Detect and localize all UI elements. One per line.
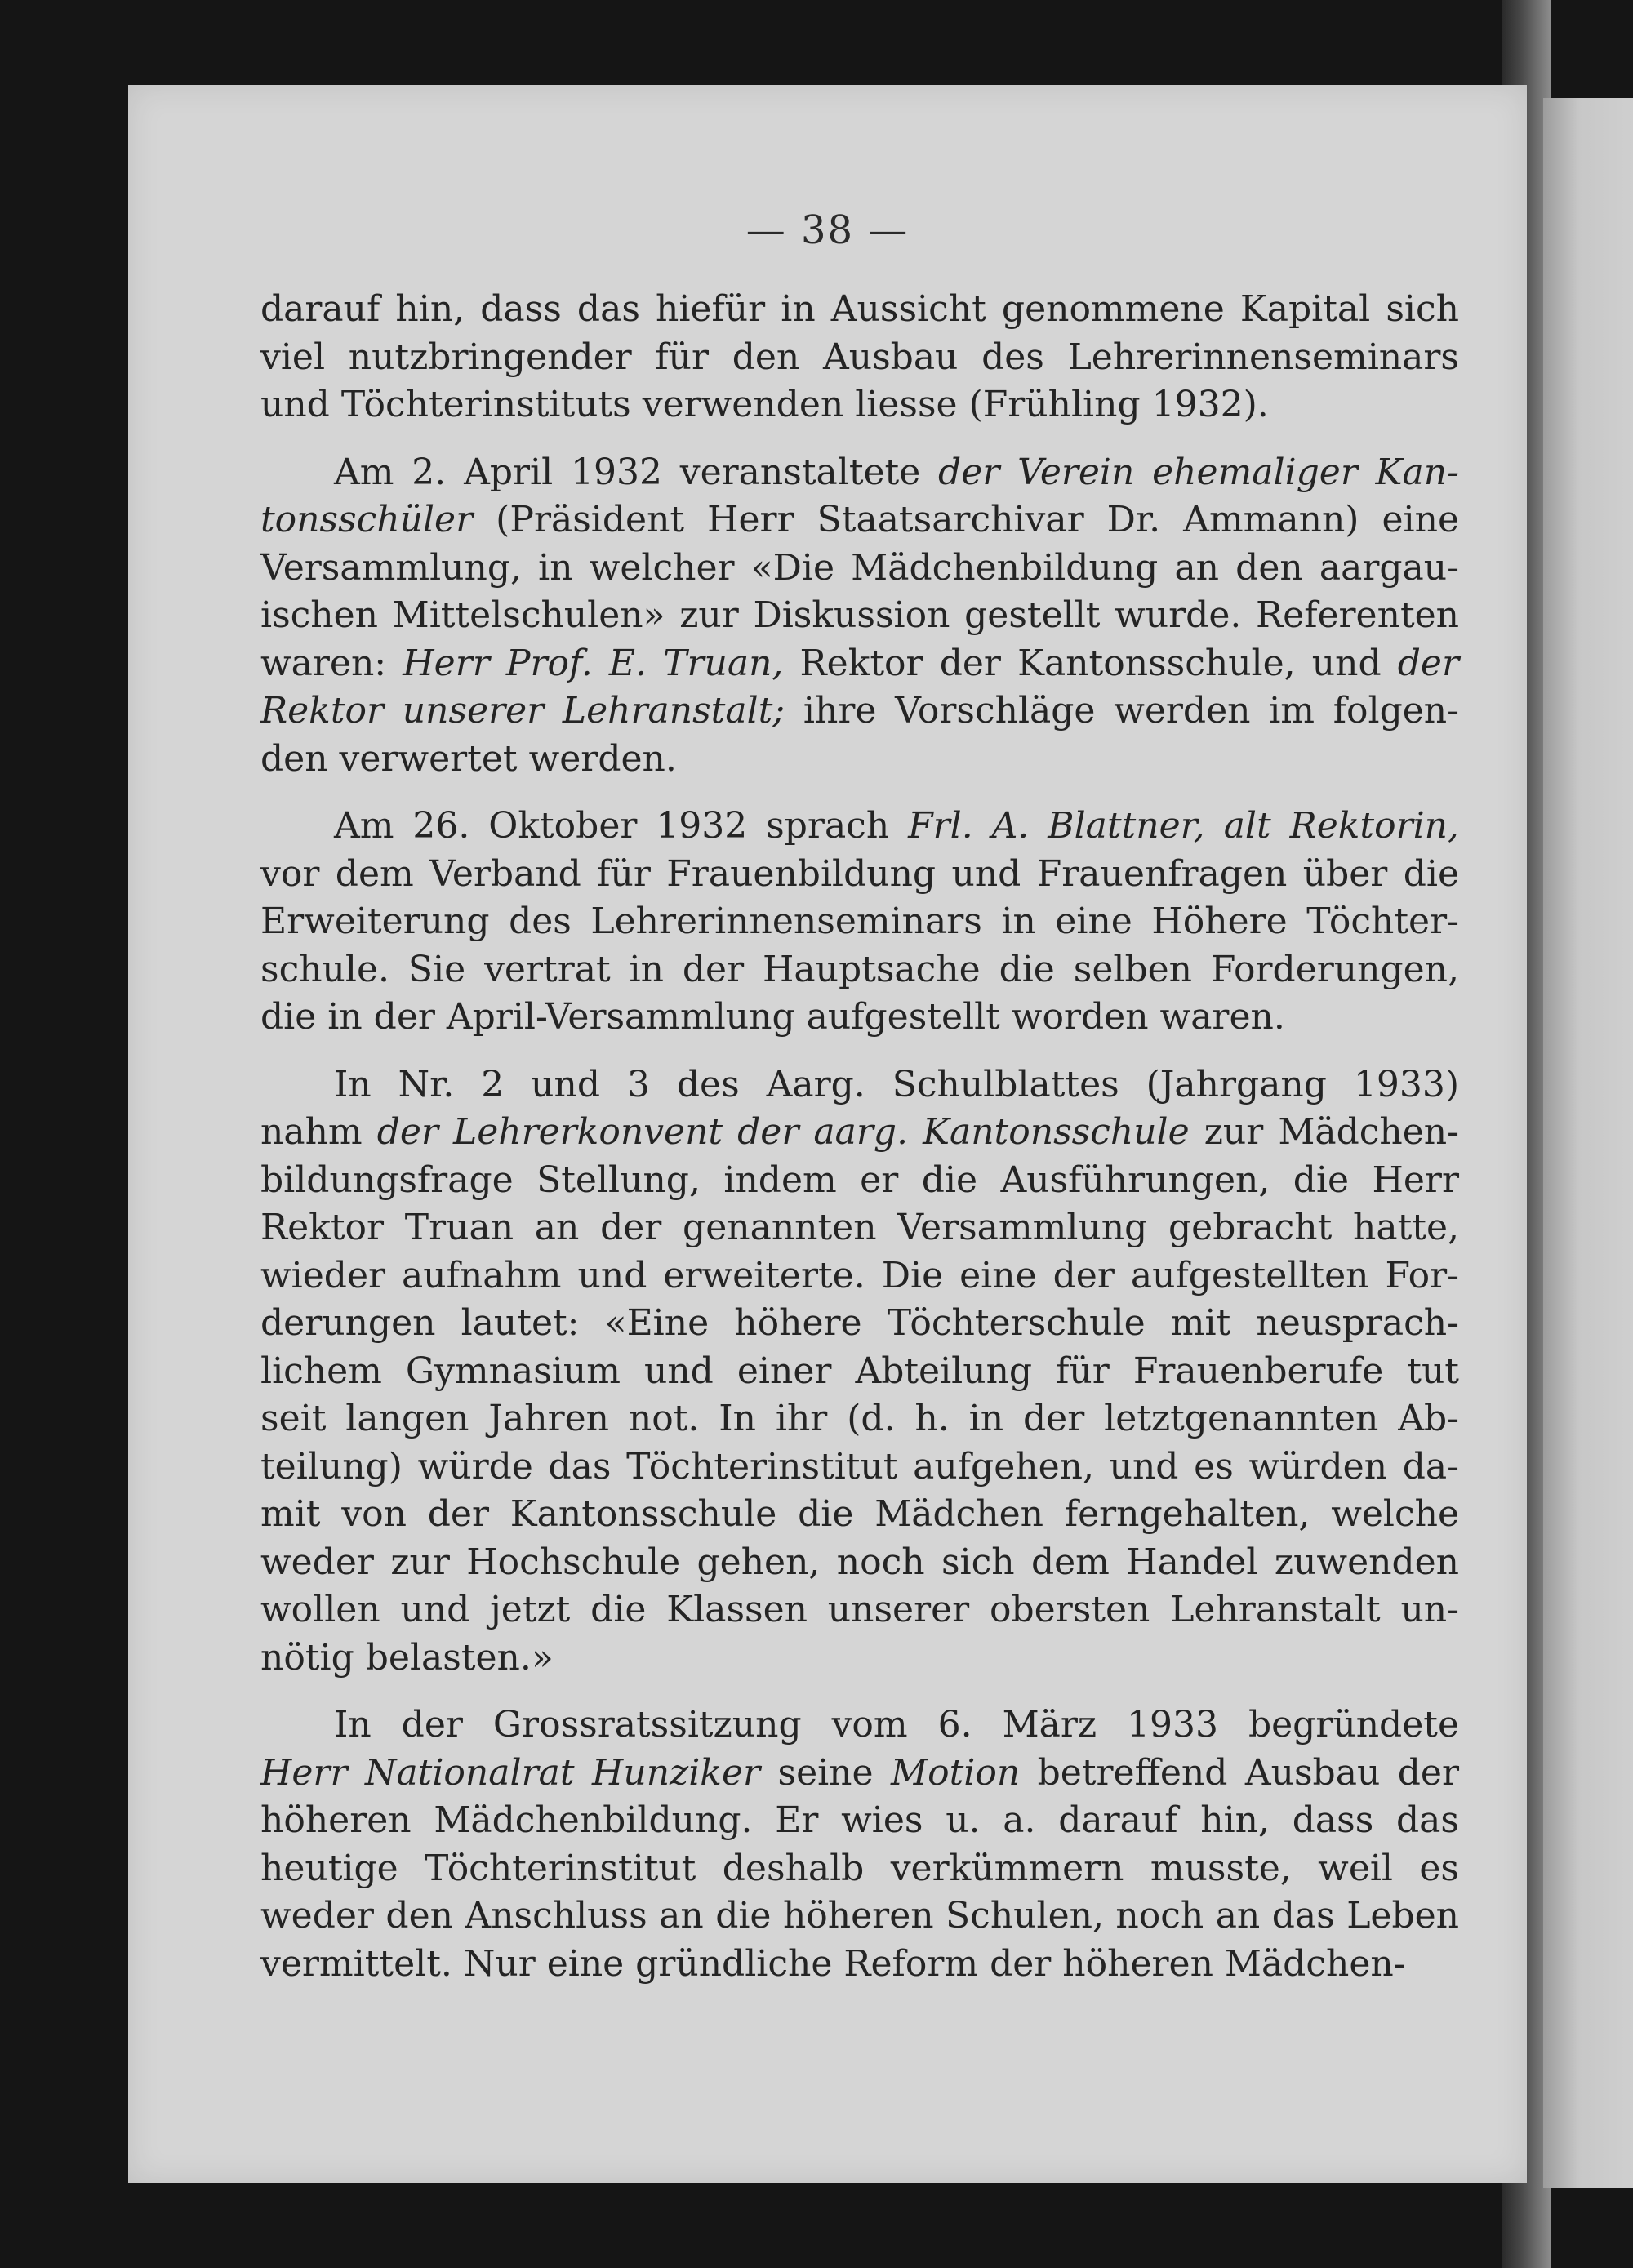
paragraph-gap — [260, 783, 1459, 803]
text-segment: ihre Vorschläge werden im folgen- — [785, 690, 1460, 732]
text-line: wieder aufnahm und erweiterte. Die eine der aufgestellten For- — [260, 1254, 1459, 1296]
text-line: schule. Sie vertrat in der Hauptsache die selben Forderungen, — [260, 948, 1459, 990]
italic-text: der — [1397, 642, 1460, 684]
text-line: Rektor Truan an der genannten Versammlung gebracht hatte, — [260, 1207, 1459, 1248]
text-line: seit langen Jahren not. In ihr (d. h. in der letztgenannten Ab- — [260, 1398, 1459, 1439]
paragraph — [260, 286, 1459, 429]
text-segment: seine — [760, 1751, 892, 1794]
text-line: wollen und jetzt die Klassen unserer obersten Lehranstalt un- — [260, 1589, 1459, 1630]
text-segment: waren: — [260, 642, 403, 684]
text-line: und Töchterinstituts verwenden liesse (Frühling 1932). — [260, 384, 1269, 425]
text-line: viel nutzbringender für den Ausbau des Lehrerinnenseminars — [260, 336, 1459, 378]
paragraph — [260, 449, 1459, 784]
text-line — [260, 449, 1459, 497]
text-line: In der Grossratssitzung vom 6. März 1933 begründete — [334, 1704, 1459, 1745]
paragraph — [260, 803, 1459, 1042]
italic-text: tonsschüler — [260, 499, 474, 540]
text-segment: Am 26. Oktober 1932 sprach — [334, 805, 909, 847]
text-line: lichem Gymnasium und einer Abteilung für Frauenberufe tut — [260, 1350, 1459, 1392]
italic-text: Rektor unserer Lehranstalt; — [260, 690, 785, 732]
text-line: vermittelt. Nur eine gründliche Reform der höheren Mädchen- — [260, 1942, 1406, 1985]
body-text — [260, 286, 1459, 1988]
text-segment: nahm — [260, 1111, 377, 1153]
text-line: darauf hin, dass das hiefür in Aussicht genommene Kapital sich — [260, 288, 1459, 330]
paragraph — [260, 1061, 1459, 1683]
text-line: den verwertet werden. — [260, 737, 677, 780]
text-line: Erweiterung des Lehrerinnenseminars in eine Höhere Töchter- — [260, 901, 1459, 942]
italic-text: Motion — [891, 1751, 1021, 1794]
italic-text: Herr Prof. E. Truan, — [403, 642, 784, 684]
paragraph-gap — [260, 1682, 1459, 1701]
text-line: Versammlung, in welcher «Die Mädchenbildung an den aargau- — [260, 546, 1459, 589]
paragraph-gap — [260, 1042, 1459, 1061]
text-line: nötig belasten.» — [260, 1636, 554, 1679]
text-line — [260, 1109, 1459, 1157]
text-line — [260, 640, 1459, 688]
facing-page-edge — [1543, 98, 1633, 2188]
text-line: die in der April-Versammlung aufgestellt worden waren. — [260, 996, 1285, 1038]
text-segment: (Präsident Herr Staatsarchivar Dr. Ammann) eine — [473, 499, 1459, 540]
text-line: mit von der Kantonsschule die Mädchen ferngehalten, welche — [260, 1493, 1459, 1535]
text-line: weder zur Hochschule gehen, noch sich dem Handel zuwenden — [260, 1541, 1459, 1583]
italic-text: der Lehrerkonvent der aarg. Kantonsschule — [376, 1111, 1190, 1153]
paragraph-gap — [260, 429, 1459, 449]
text-line: In Nr. 2 und 3 des Aarg. Schulblattes (Jahrgang 1933) — [334, 1063, 1459, 1105]
italic-text: der Verein ehemaliger Kan- — [938, 451, 1459, 493]
text-line — [260, 687, 1459, 736]
text-segment: betreffend Ausbau der — [1020, 1751, 1459, 1794]
text-line: vor dem Verband für Frauenbildung und Frauenfragen über die — [260, 852, 1459, 895]
text-segment: Rektor der Kantonsschule, und — [783, 642, 1398, 684]
text-line: ischen Mittelschulen» zur Diskussion gestellt wurde. Referenten — [260, 594, 1459, 636]
text-line — [260, 496, 1459, 545]
page-number: — 38 — — [745, 207, 910, 253]
text-line — [260, 803, 1459, 851]
text-line: bildungsfrage Stellung, indem er die Ausführungen, die Herr — [260, 1158, 1459, 1201]
text-line: heutige Töchterinstitut deshalb verkümmern musste, weil es — [260, 1847, 1459, 1889]
italic-text: Frl. A. Blattner, alt Rektorin, — [908, 805, 1459, 847]
text-line: teilung) würde das Töchterinstitut aufgehen, und es würden da- — [260, 1445, 1459, 1488]
book-page — [128, 85, 1527, 2183]
text-line: weder den Anschluss an die höheren Schulen, noch an das Leben — [260, 1895, 1459, 1937]
paragraph — [260, 1701, 1459, 1988]
text-segment: zur Mädchen- — [1189, 1111, 1459, 1153]
text-line: höheren Mädchenbildung. Er wies u. a. darauf hin, dass das — [260, 1799, 1459, 1841]
italic-text: Herr Nationalrat Hunziker — [260, 1751, 761, 1794]
text-line: derungen lautet: «Eine höhere Töchterschule mit neusprach- — [260, 1302, 1459, 1344]
text-line — [260, 1750, 1459, 1798]
text-segment: Am 2. April 1932 veranstaltete — [334, 451, 939, 493]
